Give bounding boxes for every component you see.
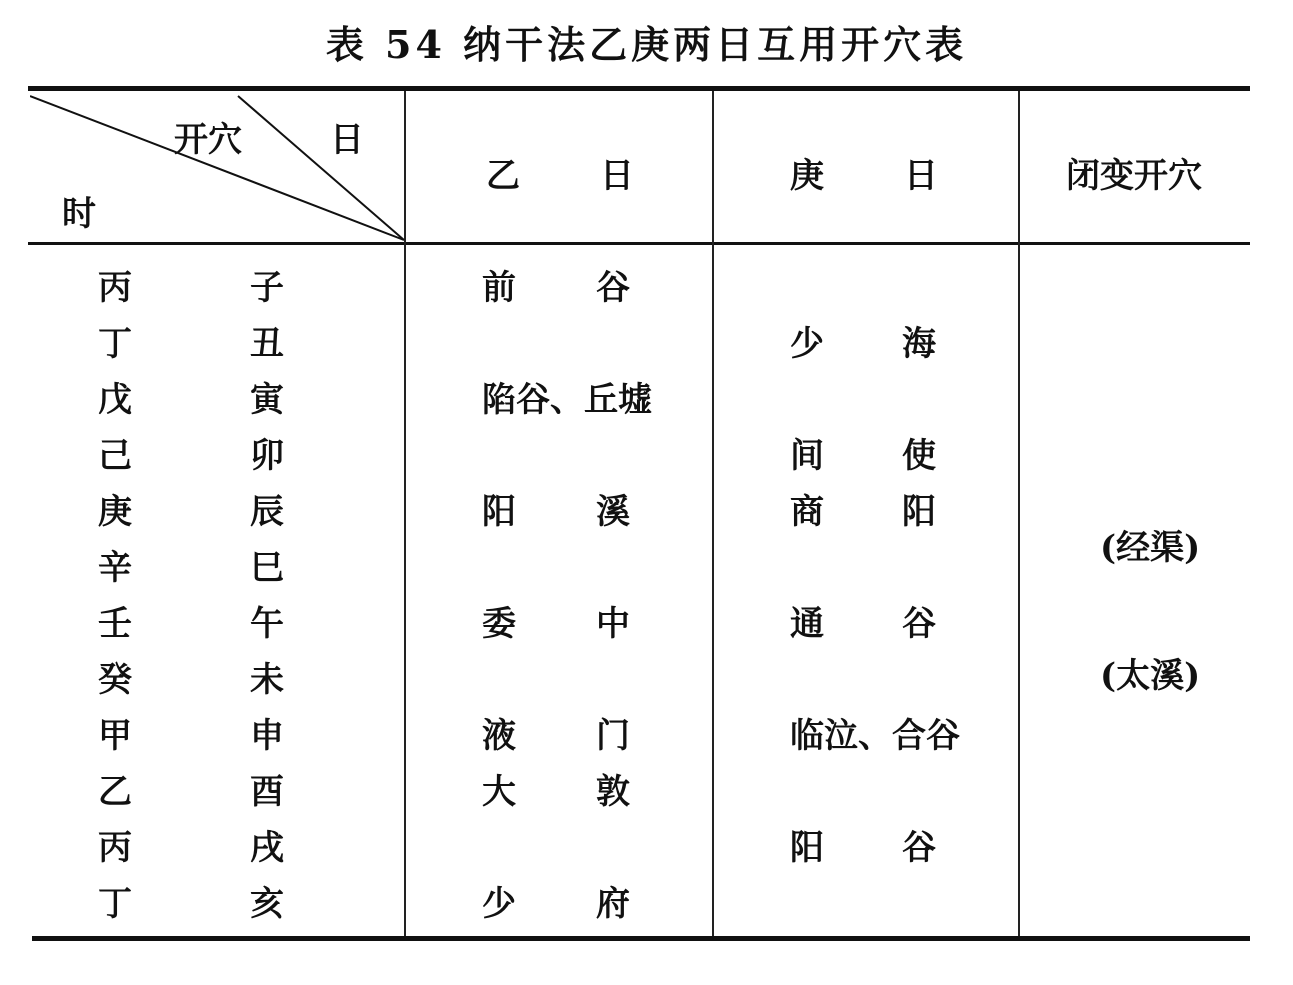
row-stem: 戊 <box>98 380 132 420</box>
yi-point-b: 中 <box>596 604 630 644</box>
yi-point-b: 门 <box>596 716 630 756</box>
row-stem: 丁 <box>98 884 132 924</box>
row-stem: 乙 <box>98 772 132 812</box>
header-yi-day-char1: 乙 <box>486 156 520 196</box>
yi-point-b: 府 <box>596 884 630 924</box>
row-branch: 亥 <box>250 884 284 924</box>
header-bottom-rule <box>28 242 1250 245</box>
row-branch: 酉 <box>250 772 284 812</box>
geng-point-a: 通 <box>790 604 824 644</box>
closed-point-taixi: (太溪) <box>1100 656 1201 696</box>
geng-point-a: 商 <box>790 492 824 532</box>
col-divider-2 <box>712 91 714 936</box>
geng-point-a: 阳 <box>790 828 824 868</box>
row-branch: 寅 <box>250 380 284 420</box>
row-stem: 庚 <box>98 492 132 532</box>
geng-point-a: 间 <box>790 436 824 476</box>
table-title: 表 54 纳干法乙庚两日互用开穴表 <box>325 22 968 67</box>
row-branch: 辰 <box>250 492 284 532</box>
yi-point-b: 溪 <box>596 492 630 532</box>
yi-point-a: 陷谷、丘墟 <box>482 380 652 420</box>
row-stem: 己 <box>98 436 132 476</box>
geng-point-b: 阳 <box>902 492 936 532</box>
yi-point-a: 大 <box>482 772 516 812</box>
row-branch: 午 <box>250 604 284 644</box>
yi-point-a: 前 <box>482 268 516 308</box>
row-stem: 丙 <box>98 828 132 868</box>
row-stem: 丁 <box>98 324 132 364</box>
row-stem: 丙 <box>98 268 132 308</box>
yi-point-a: 委 <box>482 604 516 644</box>
row-branch: 丑 <box>250 324 284 364</box>
row-stem: 甲 <box>98 716 132 756</box>
row-branch: 卯 <box>250 436 284 476</box>
row-branch: 子 <box>250 268 284 308</box>
yi-point-a: 少 <box>482 884 516 924</box>
row-stem: 辛 <box>98 548 132 588</box>
row-branch: 巳 <box>250 548 284 588</box>
geng-point-a: 少 <box>790 324 824 364</box>
row-stem: 壬 <box>98 604 132 644</box>
row-branch: 戌 <box>250 828 284 868</box>
yi-point-a: 液 <box>482 716 516 756</box>
col-divider-3 <box>1018 91 1020 936</box>
yi-point-b: 敦 <box>596 772 630 812</box>
header-geng-day-char2: 日 <box>904 156 938 196</box>
header-acupoint-label: 开穴 <box>174 120 242 160</box>
header-closed-change-acupoint: 闭变开穴 <box>1066 156 1202 196</box>
geng-point-b: 谷 <box>902 604 936 644</box>
yi-point-b: 谷 <box>596 268 630 308</box>
geng-point-a: 临泣、合谷 <box>790 716 960 756</box>
row-branch: 未 <box>250 660 284 700</box>
bottom-rule <box>32 936 1250 941</box>
header-day-label: 日 <box>330 120 364 160</box>
header-geng-day-char1: 庚 <box>790 156 824 196</box>
yi-point-a: 阳 <box>482 492 516 532</box>
header-hour-label: 时 <box>62 194 96 234</box>
closed-point-jingqu: (经渠) <box>1100 528 1201 568</box>
row-branch: 申 <box>250 716 284 756</box>
header-yi-day-char2: 日 <box>600 156 634 196</box>
row-stem: 癸 <box>98 660 132 700</box>
geng-point-b: 海 <box>902 324 936 364</box>
geng-point-b: 使 <box>902 436 936 476</box>
geng-point-b: 谷 <box>902 828 936 868</box>
